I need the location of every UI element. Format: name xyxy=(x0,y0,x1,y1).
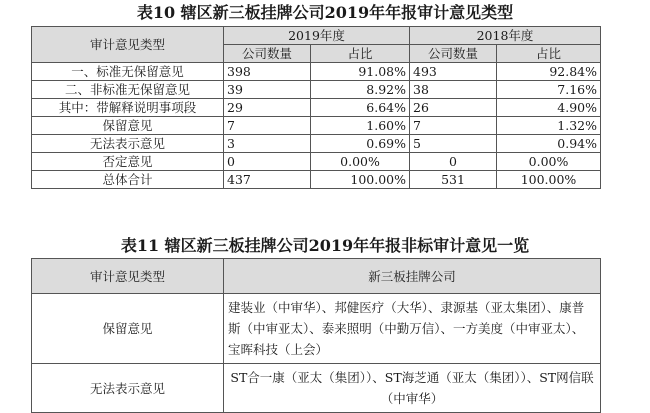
share-2019: 100.00% xyxy=(311,171,410,189)
count-2018: 0 xyxy=(410,153,497,171)
table-row xyxy=(32,364,601,413)
header-category: 审计意见类型 xyxy=(32,259,224,294)
share-2018: 4.90% xyxy=(497,99,601,117)
share-2019: 8.92% xyxy=(311,81,410,99)
count-2019: 39 xyxy=(224,81,311,99)
header-count-2018: 公司数量 xyxy=(410,45,497,63)
table11 xyxy=(31,258,601,413)
share-2019: 6.64% xyxy=(311,99,410,117)
table11-title: 表11 辖区新三板挂牌公司2019年年报非标审计意见一览 xyxy=(120,236,530,255)
table-row xyxy=(32,99,601,117)
row-label: 无法表示意见 xyxy=(32,135,224,153)
count-2019: 0 xyxy=(224,153,311,171)
header-share-2019: 占比 xyxy=(311,45,410,63)
header-share-2018: 占比 xyxy=(497,45,601,63)
table10 xyxy=(31,26,601,189)
row-companies: 建装业（中审华）、邦健医疗（大华）、隶源基（亚太集团）、康普斯（中审亚太）、泰来照明（中勤万信）、一方美度（中审亚太）、宝晖科技（上会） xyxy=(224,294,601,364)
row-label: 其中：带解释说明事项段 xyxy=(32,99,224,117)
count-2018: 26 xyxy=(410,99,497,117)
share-2018: 0.00% xyxy=(497,153,601,171)
count-2018: 531 xyxy=(410,171,497,189)
table-row xyxy=(32,294,601,364)
header-companies: 新三板挂牌公司 xyxy=(224,259,601,294)
share-2019: 0.69% xyxy=(311,135,410,153)
header-category: 审计意见类型 xyxy=(32,27,224,63)
row-label: 总体合计 xyxy=(32,171,224,189)
table-row xyxy=(32,63,601,81)
count-2019: 437 xyxy=(224,171,311,189)
header-count-2019: 公司数量 xyxy=(224,45,311,63)
table-row xyxy=(32,153,601,171)
row-category: 保留意见 xyxy=(32,294,224,364)
share-2019: 1.60% xyxy=(311,117,410,135)
row-label: 二、非标准无保留意见 xyxy=(32,81,224,99)
count-2018: 493 xyxy=(410,63,497,81)
share-2018: 7.16% xyxy=(497,81,601,99)
row-label: 否定意见 xyxy=(32,153,224,171)
header-year-2018: 2018年度 xyxy=(410,27,601,45)
count-2019: 29 xyxy=(224,99,311,117)
row-label: 保留意见 xyxy=(32,117,224,135)
header-year-2019: 2019年度 xyxy=(224,27,410,45)
count-2019: 398 xyxy=(224,63,311,81)
count-2018: 7 xyxy=(410,117,497,135)
share-2019: 91.08% xyxy=(311,63,410,81)
share-2018: 1.32% xyxy=(497,117,601,135)
share-2018: 0.94% xyxy=(497,135,601,153)
count-2018: 38 xyxy=(410,81,497,99)
share-2019: 0.00% xyxy=(311,153,410,171)
count-2019: 3 xyxy=(224,135,311,153)
share-2018: 100.00% xyxy=(497,171,601,189)
row-companies: ST合一康（亚太（集团））、ST海芝通（亚太（集团））、ST网信联（中审华） xyxy=(224,364,601,413)
table10-title: 表10 辖区新三板挂牌公司2019年年报审计意见类型 xyxy=(136,3,514,22)
table-row xyxy=(32,171,601,189)
table-row xyxy=(32,81,601,99)
row-category: 无法表示意见 xyxy=(32,364,224,413)
table-row xyxy=(32,117,601,135)
count-2018: 5 xyxy=(410,135,497,153)
table-row xyxy=(32,135,601,153)
count-2019: 7 xyxy=(224,117,311,135)
row-label: 一、标准无保留意见 xyxy=(32,63,224,81)
share-2018: 92.84% xyxy=(497,63,601,81)
